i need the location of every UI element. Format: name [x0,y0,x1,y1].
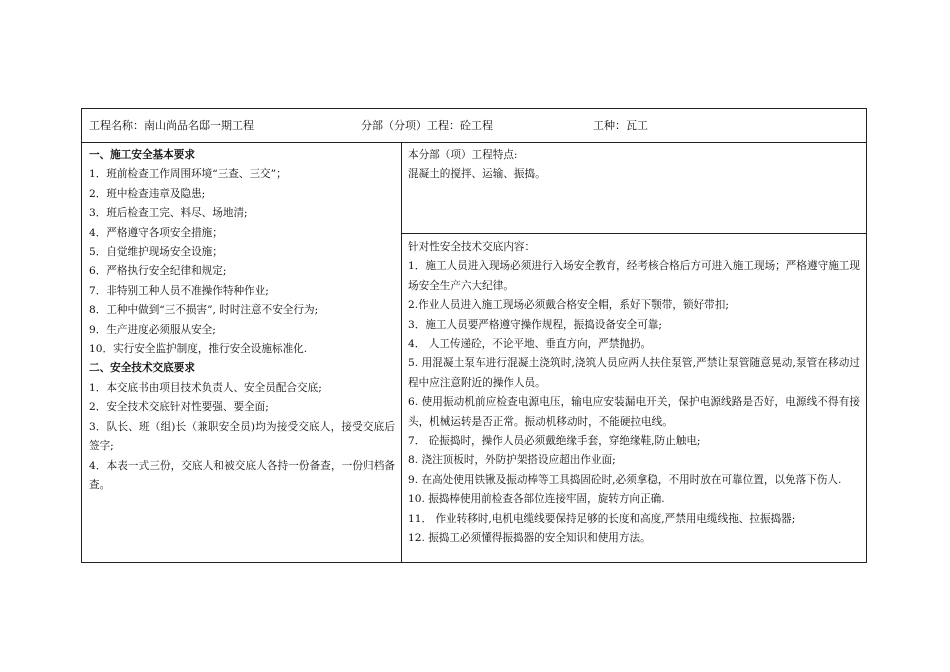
list-item: 4．严格遵守各项安全措施； [89,226,223,239]
list-item: 3．施工人员要严格遵守操作规程，振捣设备安全可靠; [408,318,662,331]
list-item: 4． 人工传递砼，不论平地、垂直方向，严禁抛扔。 [408,338,652,351]
section-title-disclosure-requirements: 二、安全技术交底要求 [89,362,195,375]
list-item: 2.作业人员进入施工现场必须戴合格安全帽，系好下颚带，锁好带扣; [408,299,729,312]
features-content: 混凝土的搅拌、运输、振捣。 [408,168,546,181]
project-features-cell [402,143,866,234]
list-item: 4．本表一式三份，交底人和被交底人各持一份备查，一份归档备查。 [89,459,395,491]
list-item: 1．本交底书由项目技术负责人、安全员配合交底; [89,381,322,394]
list-item: 6. 使用振动机前应检查电源电压，输电应安装漏电开关，保护电源线路是否好，电源线不得有接头，机械运转是否正常。振动机移动时，不能硬拉电线。 [408,396,860,428]
list-item: 8．工种中做到“三不损害”, 时时注意不安全行为; [89,304,319,317]
list-item: 11． 作业转移时,电机电缆线要保持足够的长度和高度,严禁用电缆线拖、拉振捣器; [408,512,796,525]
list-item: 7．非特别工种人员不准操作特种作业; [89,284,269,297]
disclosure-form [81,108,867,563]
basic-requirements-column [82,143,402,562]
list-item: 10. 振捣棒使用前检查各部位连接牢固，旋转方向正确. [408,493,665,506]
list-item: 1．班前检查工作周围环境“三查、三交”； [89,168,287,181]
trade-name: 工种：瓦工 [593,119,648,132]
list-item: 2．班中检查违章及隐患; [89,187,206,200]
project-name: 工程名称：南山尚品名邸一期工程 [89,119,254,132]
list-item: 5. 用混凝土泵车进行混凝土浇筑时,浇筑人员应两人扶住泵管,严禁让泵管随意晃动,泵管在移动过程中应注意附近的操作人员。 [408,357,860,389]
list-item: 2．安全技术交底针对性要强、要全面; [89,401,269,414]
section-title-basic-safety: 一、施工安全基本要求 [89,149,195,161]
list-item: 3．队长、班（组)长（兼职安全员)均为接受交底人，接受交底后签字; [89,420,395,453]
features-title: 本分部（项）工程特点: [408,149,518,161]
list-item: 1．施工人员进入现场必须进行入场安全教育，经考核合格后方可进入施工现场；严格遵守施工现场安全生产六大纪律。 [408,260,860,292]
list-item: 8. 浇注顶板时，外防护架搭设应超出作业面; [408,454,616,467]
targeted-disclosure-cell [402,234,866,562]
list-item: 10．实行安全监护制度，推行安全设施标准化. [89,343,308,356]
division-name: 分部（分项）工程：砼工程 [361,119,493,132]
list-item: 9．生产进度必须服从安全; [89,323,216,336]
form-header-row [82,109,866,143]
list-item: 9. 在高处使用铁锹及振动棒等工具捣固砼时,必须拿稳，不用时放在可靠位置，以免落下伤人. [408,473,842,486]
disclosure-title: 针对性安全技术交底内容： [408,241,536,253]
list-item: 7． 砼振捣时，操作人员必须戴绝缘手套，穿绝缘鞋,防止触电; [408,435,701,448]
list-item: 12. 振捣工必须懂得振捣器的安全知识和使用方法。 [408,532,651,545]
list-item: 5．自觉维护现场安全设施； [89,246,223,259]
list-item: 3．班后检查工完、料尽、场地清; [89,207,248,220]
list-item: 6．严格执行安全纪律和规定; [89,265,227,278]
